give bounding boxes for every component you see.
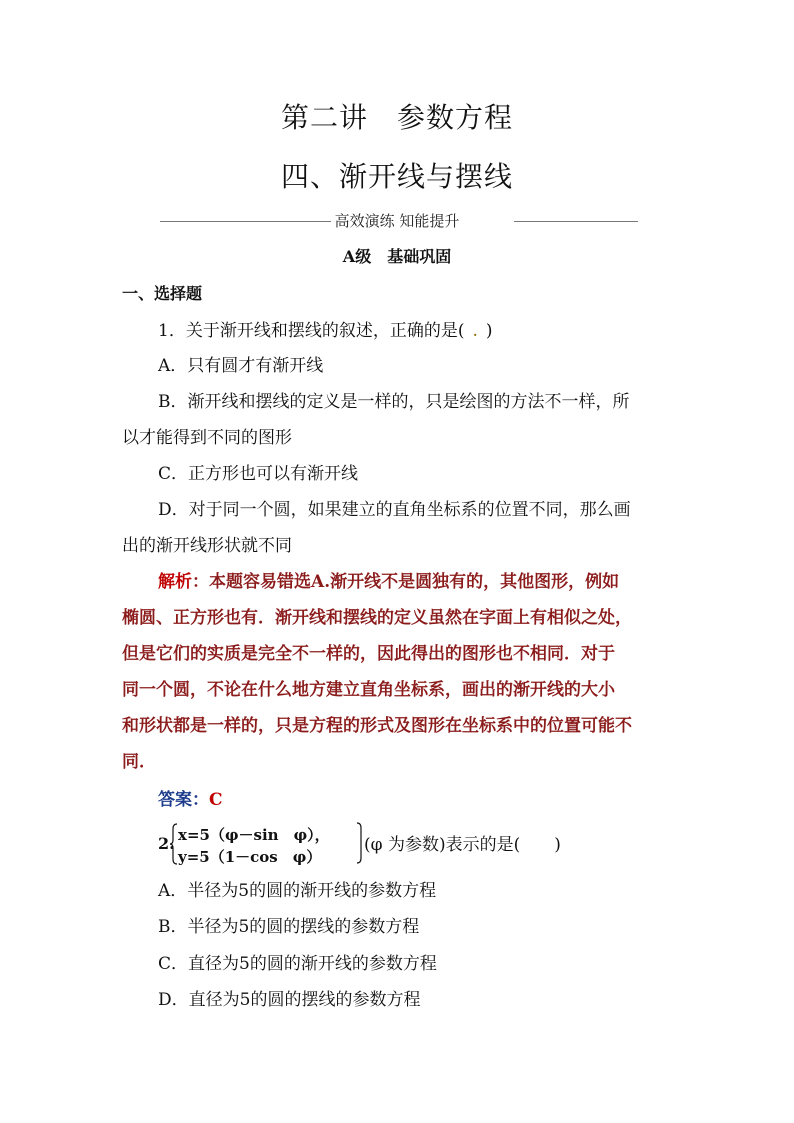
analysis-line-1: [158, 571, 718, 593]
option-1b-line1: B．渐开线和摆线的定义是一样的，只是绘图的方法不一样，所: [158, 392, 630, 412]
level-heading: A级 基础巩固: [342, 247, 452, 266]
right-brace-icon: [356, 822, 364, 864]
option-2b: B．半径为5的圆的摆线的参数方程: [158, 917, 420, 937]
analysis-line-3: 但是它们的实质是完全不一样的，因此得出的图形也不相同．对于: [122, 644, 615, 664]
question-type-heading: 一、选择题: [122, 284, 203, 303]
option-1b-line2: 以才能得到不同的图形: [122, 428, 292, 448]
question-1-stem: [158, 320, 718, 342]
question-1-text: 1．关于渐开线和摆线的叙述，正确的是(: [158, 321, 465, 341]
answer-blank-mark: .: [472, 321, 478, 341]
equation-y: y=5（1－cos φ）: [178, 848, 322, 866]
answer-label: 答案：: [158, 790, 209, 810]
question-2-stem: (φ 为参数)表示的是( ): [364, 835, 561, 855]
analysis-label: 解析: [158, 572, 192, 592]
option-1d-line2: 出的渐开线形状就不同: [122, 536, 292, 556]
divider-right: [514, 221, 638, 222]
section-title: 四、渐开线与摆线: [280, 160, 513, 193]
option-2c: C．直径为5的圆的渐开线的参数方程: [158, 954, 437, 974]
analysis-line-4: 同一个圆，不论在什么地方建立直角坐标系，画出的渐开线的大小: [122, 680, 615, 700]
left-brace-icon: [170, 823, 178, 865]
answer-line: [158, 789, 718, 811]
option-1c: C．正方形也可以有渐开线: [158, 464, 359, 484]
option-2a: A．半径为5的圆的渐开线的参数方程: [158, 881, 437, 901]
analysis-line-2: 椭圆、正方形也有．渐开线和摆线的定义虽然在字面上有相似之处，: [122, 608, 632, 628]
option-1a: A．只有圆才有渐开线: [158, 356, 324, 376]
analysis-text-1: ：本题容易错选A.渐开线不是圆独有的，其他图形，例如: [192, 572, 620, 592]
chapter-title: 第二讲 参数方程: [280, 101, 513, 134]
option-1d-line1: D．对于同一个圆，如果建立的直角坐标系的位置不同，那么画: [158, 500, 631, 520]
practice-banner-text: 高效演练 知能提升: [331, 212, 464, 230]
option-2d: D．直径为5的圆的摆线的参数方程: [158, 990, 421, 1010]
equation-x: x=5（φ－sin φ），: [178, 826, 330, 844]
analysis-line-5: 和形状都是一样的，只是方程的形式及图形在坐标系中的位置可能不: [122, 716, 632, 736]
question-1-paren-close: ): [485, 321, 493, 341]
practice-banner: [0, 210, 794, 231]
question-2-number: 2.: [158, 834, 175, 853]
analysis-line-6: 同．: [122, 752, 156, 772]
answer-value: C: [209, 790, 223, 810]
